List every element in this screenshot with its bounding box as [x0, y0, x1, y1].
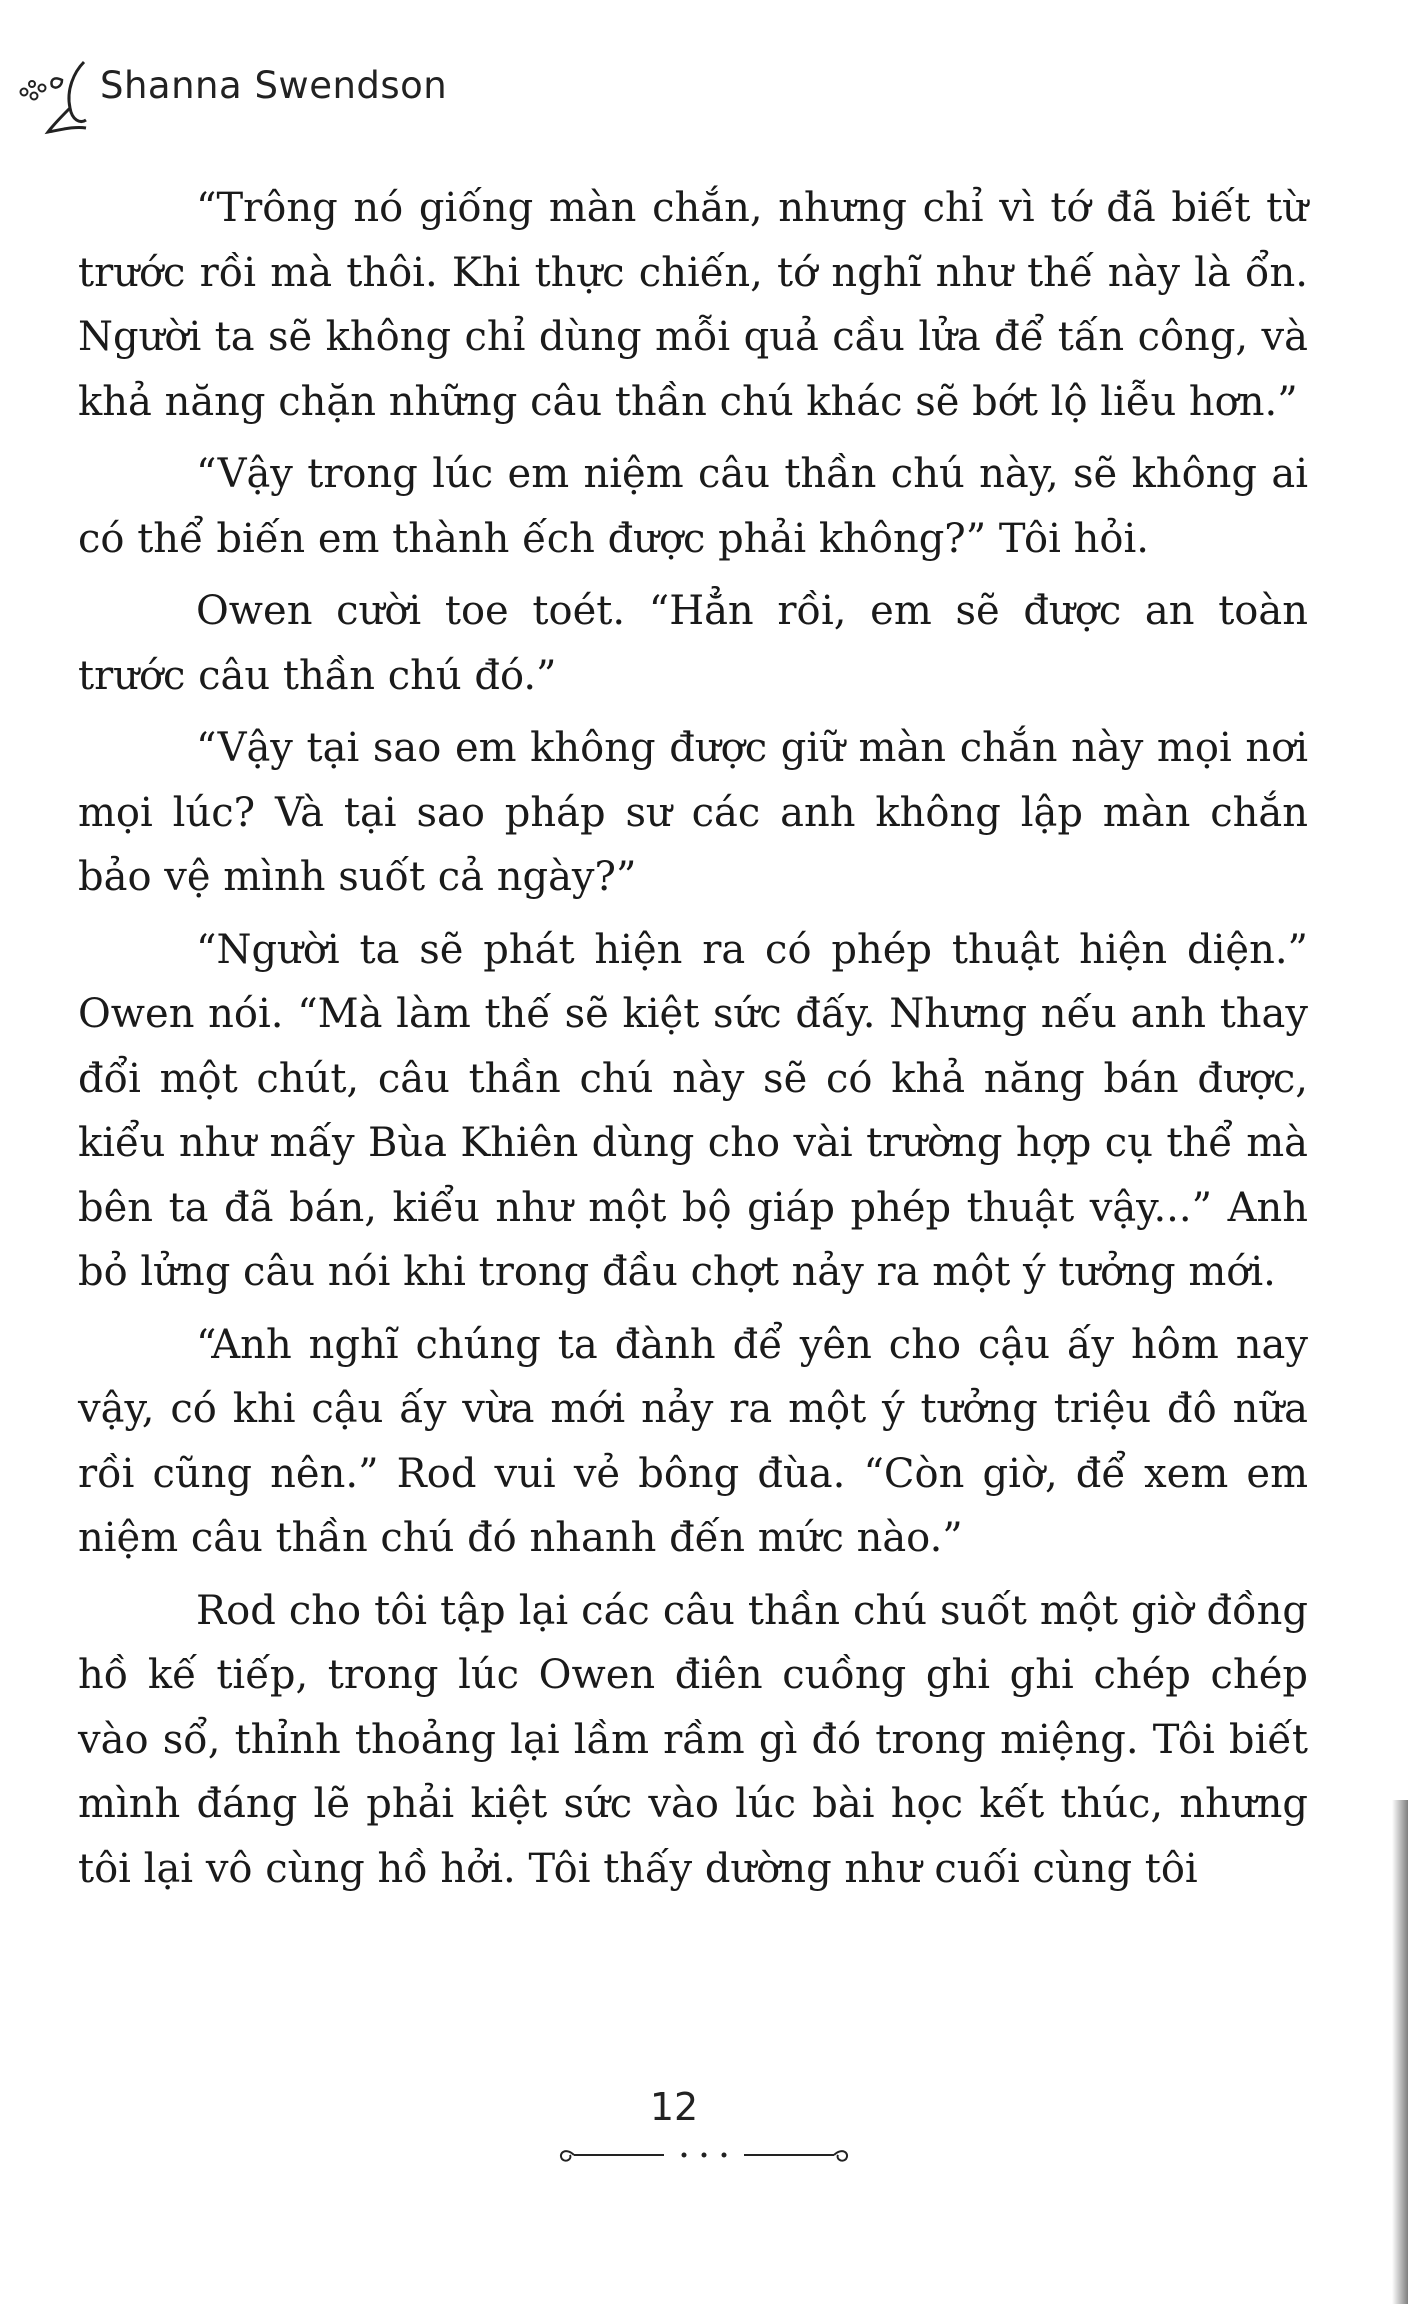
running-header [14, 50, 447, 150]
paragraph: Rod cho tôi tập lại các câu thần chú suốt một giờ đồng hồ kế tiếp, trong lúc Owen điên cuồng ghi ghi chép chép vào sổ, thỉnh thoảng lại lầm rầm gì đó trong miệng. Tôi biết mình đáng lẽ phải kiệt sức vào lúc bài học kết thúc, nhưng tôi lại vô cùng hồ hởi. Tôi thấy dường như cuối cùng tôi [78, 1587, 1308, 1892]
paragraph: “Vậy tại sao em không được giữ màn chắn này mọi nơi mọi lúc? Và tại sao pháp sư các anh không lập màn chắn bảo vệ mình suốt cả ngày?” [78, 725, 1308, 900]
page-divider-flourish-icon [554, 2139, 854, 2169]
page-number: 12 [649, 2085, 699, 2129]
page-footer [0, 2085, 1408, 2169]
paragraph: “Trông nó giống màn chắn, nhưng chỉ vì tớ đã biết từ trước rồi mà thôi. Khi thực chiến, tớ nghĩ như thế này là ổn. Người ta sẽ không chỉ dùng mỗi quả cầu lửa để tấn công, và khả năng chặn những câu thần chú khác sẽ bớt lộ liễu hơn.” [78, 185, 1308, 425]
paragraph: Owen cười toe toét. “Hẳn rồi, em sẽ được an toàn trước câu thần chú đó.” [78, 588, 1308, 699]
page-edge-shadow [1392, 1800, 1408, 2304]
paragraph: “Anh nghĩ chúng ta đành để yên cho cậu ấy hôm nay vậy, có khi cậu ấy vừa mới nảy ra một ý tưởng triệu đô nữa rồi cũng nên.” Rod vui vẻ bông đùa. “Còn giờ, để xem em niệm câu thần chú đó nhanh đến mức nào.” [78, 1321, 1308, 1561]
vine-flourish-icon [14, 50, 96, 150]
page-body [78, 176, 1308, 1905]
paragraph: “Người ta sẽ phát hiện ra có phép thuật hiện diện.” Owen nói. “Mà làm thế sẽ kiệt sức đấy. Nhưng nếu anh thay đổi một chút, câu thần chú này sẽ có khả năng bán được, kiểu như mấy Bùa Khiên dùng cho vài trường hợp cụ thể mà bên ta đã bán, kiểu như một bộ giáp phép thuật vậy...” Anh bỏ lửng câu nói khi trong đầu chợt nảy ra một ý tưởng mới. [78, 926, 1308, 1295]
paragraph: “Vậy trong lúc em niệm câu thần chú này, sẽ không ai có thể biến em thành ếch được phải không?” Tôi hỏi. [78, 451, 1308, 562]
author-name: Shanna Swendson [100, 64, 448, 107]
